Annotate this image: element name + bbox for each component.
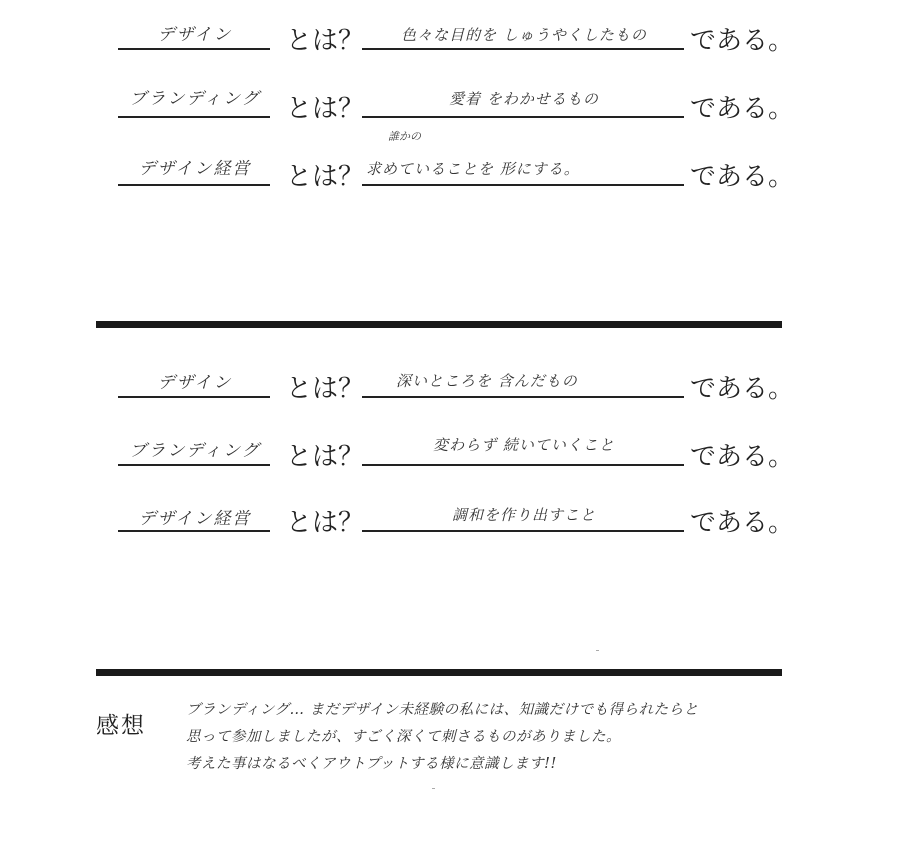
paper-speck <box>596 650 599 651</box>
term-text: デザイン <box>157 25 233 45</box>
impression-line: 考えた事はなるべくアウトプットする様に意識します!! <box>186 756 557 772</box>
section2-row-3 <box>0 500 900 560</box>
answer-text: 調和を作り出すこと <box>451 506 596 524</box>
section2-row-1 <box>0 366 900 426</box>
term-text: ブランディング <box>129 441 261 461</box>
section1-row-2 <box>0 82 900 142</box>
impression-line: ブランディング… まだデザイン未経験の私には、知識だけでも得られたらと <box>186 702 699 718</box>
answer-note: 誰かの <box>388 130 421 143</box>
answer-underline <box>362 530 684 532</box>
toha-label: とは？ <box>286 162 365 192</box>
answer-text: 求めていることを 形にする。 <box>366 160 580 178</box>
answer-underline <box>362 396 684 398</box>
term-underline <box>118 464 270 466</box>
term-underline <box>118 116 270 118</box>
term-underline <box>118 48 270 50</box>
answer-underline <box>362 184 684 186</box>
impression-text <box>186 697 746 778</box>
answer-underline <box>362 464 684 466</box>
paper-speck <box>432 788 435 789</box>
answer-underline <box>362 116 684 118</box>
answer-text: 色々な目的を しゅうやくしたもの <box>401 26 647 44</box>
section-divider <box>96 669 782 676</box>
term-underline <box>118 530 270 532</box>
toha-label: とは？ <box>286 94 365 124</box>
section1-row-1 <box>0 14 900 74</box>
answer-text: 変わらず 続いていくこと <box>433 436 615 454</box>
answer-text: 深いところを 含んだもの <box>396 372 578 390</box>
toha-label: とは？ <box>286 442 365 472</box>
term-underline <box>118 184 270 186</box>
term-text: デザイン <box>157 373 233 393</box>
section1-row-3 <box>0 130 900 210</box>
dearu-label: である。 <box>690 508 795 538</box>
answer-underline <box>362 48 684 50</box>
impression-line: 思って参加しましたが、すごく深くて刺さるものがありました。 <box>186 729 621 745</box>
dearu-label: である。 <box>690 442 795 472</box>
term-text: デザイン経営 <box>138 509 252 529</box>
term-text: ブランディング <box>129 89 261 109</box>
term-text: デザイン経営 <box>138 159 252 179</box>
toha-label: とは？ <box>286 508 365 538</box>
dearu-label: である。 <box>690 26 795 56</box>
toha-label: とは？ <box>286 374 365 404</box>
section-divider <box>96 321 782 328</box>
toha-label: とは？ <box>286 26 365 56</box>
answer-text: 愛着 をわかせるもの <box>449 90 599 108</box>
term-underline <box>118 396 270 398</box>
dearu-label: である。 <box>690 162 795 192</box>
section2-row-2 <box>0 432 900 492</box>
dearu-label: である。 <box>690 94 795 124</box>
impression-label: 感想 <box>96 713 146 739</box>
dearu-label: である。 <box>690 374 795 404</box>
